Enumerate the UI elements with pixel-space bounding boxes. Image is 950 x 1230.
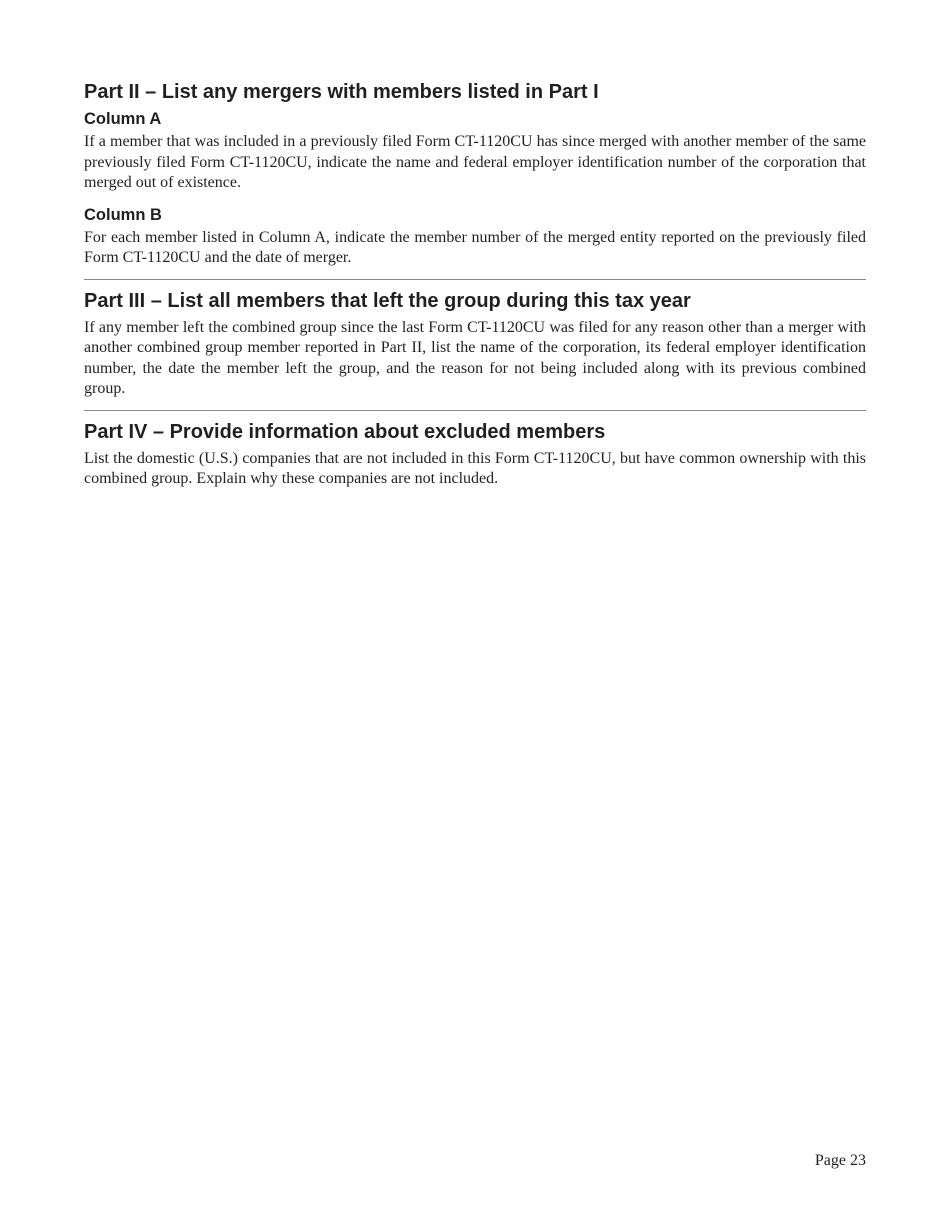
part-iii-heading: Part III – List all members that left the group during this tax year [84, 289, 691, 312]
part-iv-section [84, 420, 866, 490]
part-ii-section [84, 80, 866, 269]
page-number: Page 23 [814, 1152, 866, 1169]
column-b-subsection [84, 205, 866, 269]
section-divider [84, 279, 866, 280]
part-ii-heading: Part II – List any mergers with members listed in Part I [84, 81, 599, 103]
part-iv-heading: Part IV – Provide information about excluded members [84, 420, 606, 443]
part-iv-text: List the domestic (U.S.) companies that are not included in this Form CT-1120CU, but have common ownership with this combined group. Explain why these companies are not included. [84, 449, 866, 487]
part-iii-section [84, 289, 866, 400]
column-b-heading: Column B [84, 205, 162, 224]
column-a-text: If a member that was included in a previously filed Form CT-1120CU has since merged with another member of the same previously filed Form CT-1120CU, indicate the name and federal employer identification number of the corporation that merged out of existence. [84, 133, 866, 191]
section-divider [84, 410, 866, 411]
part-iii-text: If any member left the combined group since the last Form CT-1120CU was filed for any reason other than a merger with another combined group member reported in Part II, list the name of the corporation, its federal employer identification number, the date the member left the group, and the reason for not being included along with its previous combined group. [84, 318, 866, 397]
column-b-text: For each member listed in Column A, indicate the member number of the merged entity reported on the previously filed Form CT-1120CU and the date of merger. [84, 228, 866, 266]
column-a-heading: Column A [84, 110, 162, 128]
column-a-subsection [84, 109, 866, 194]
document-page [84, 80, 866, 490]
